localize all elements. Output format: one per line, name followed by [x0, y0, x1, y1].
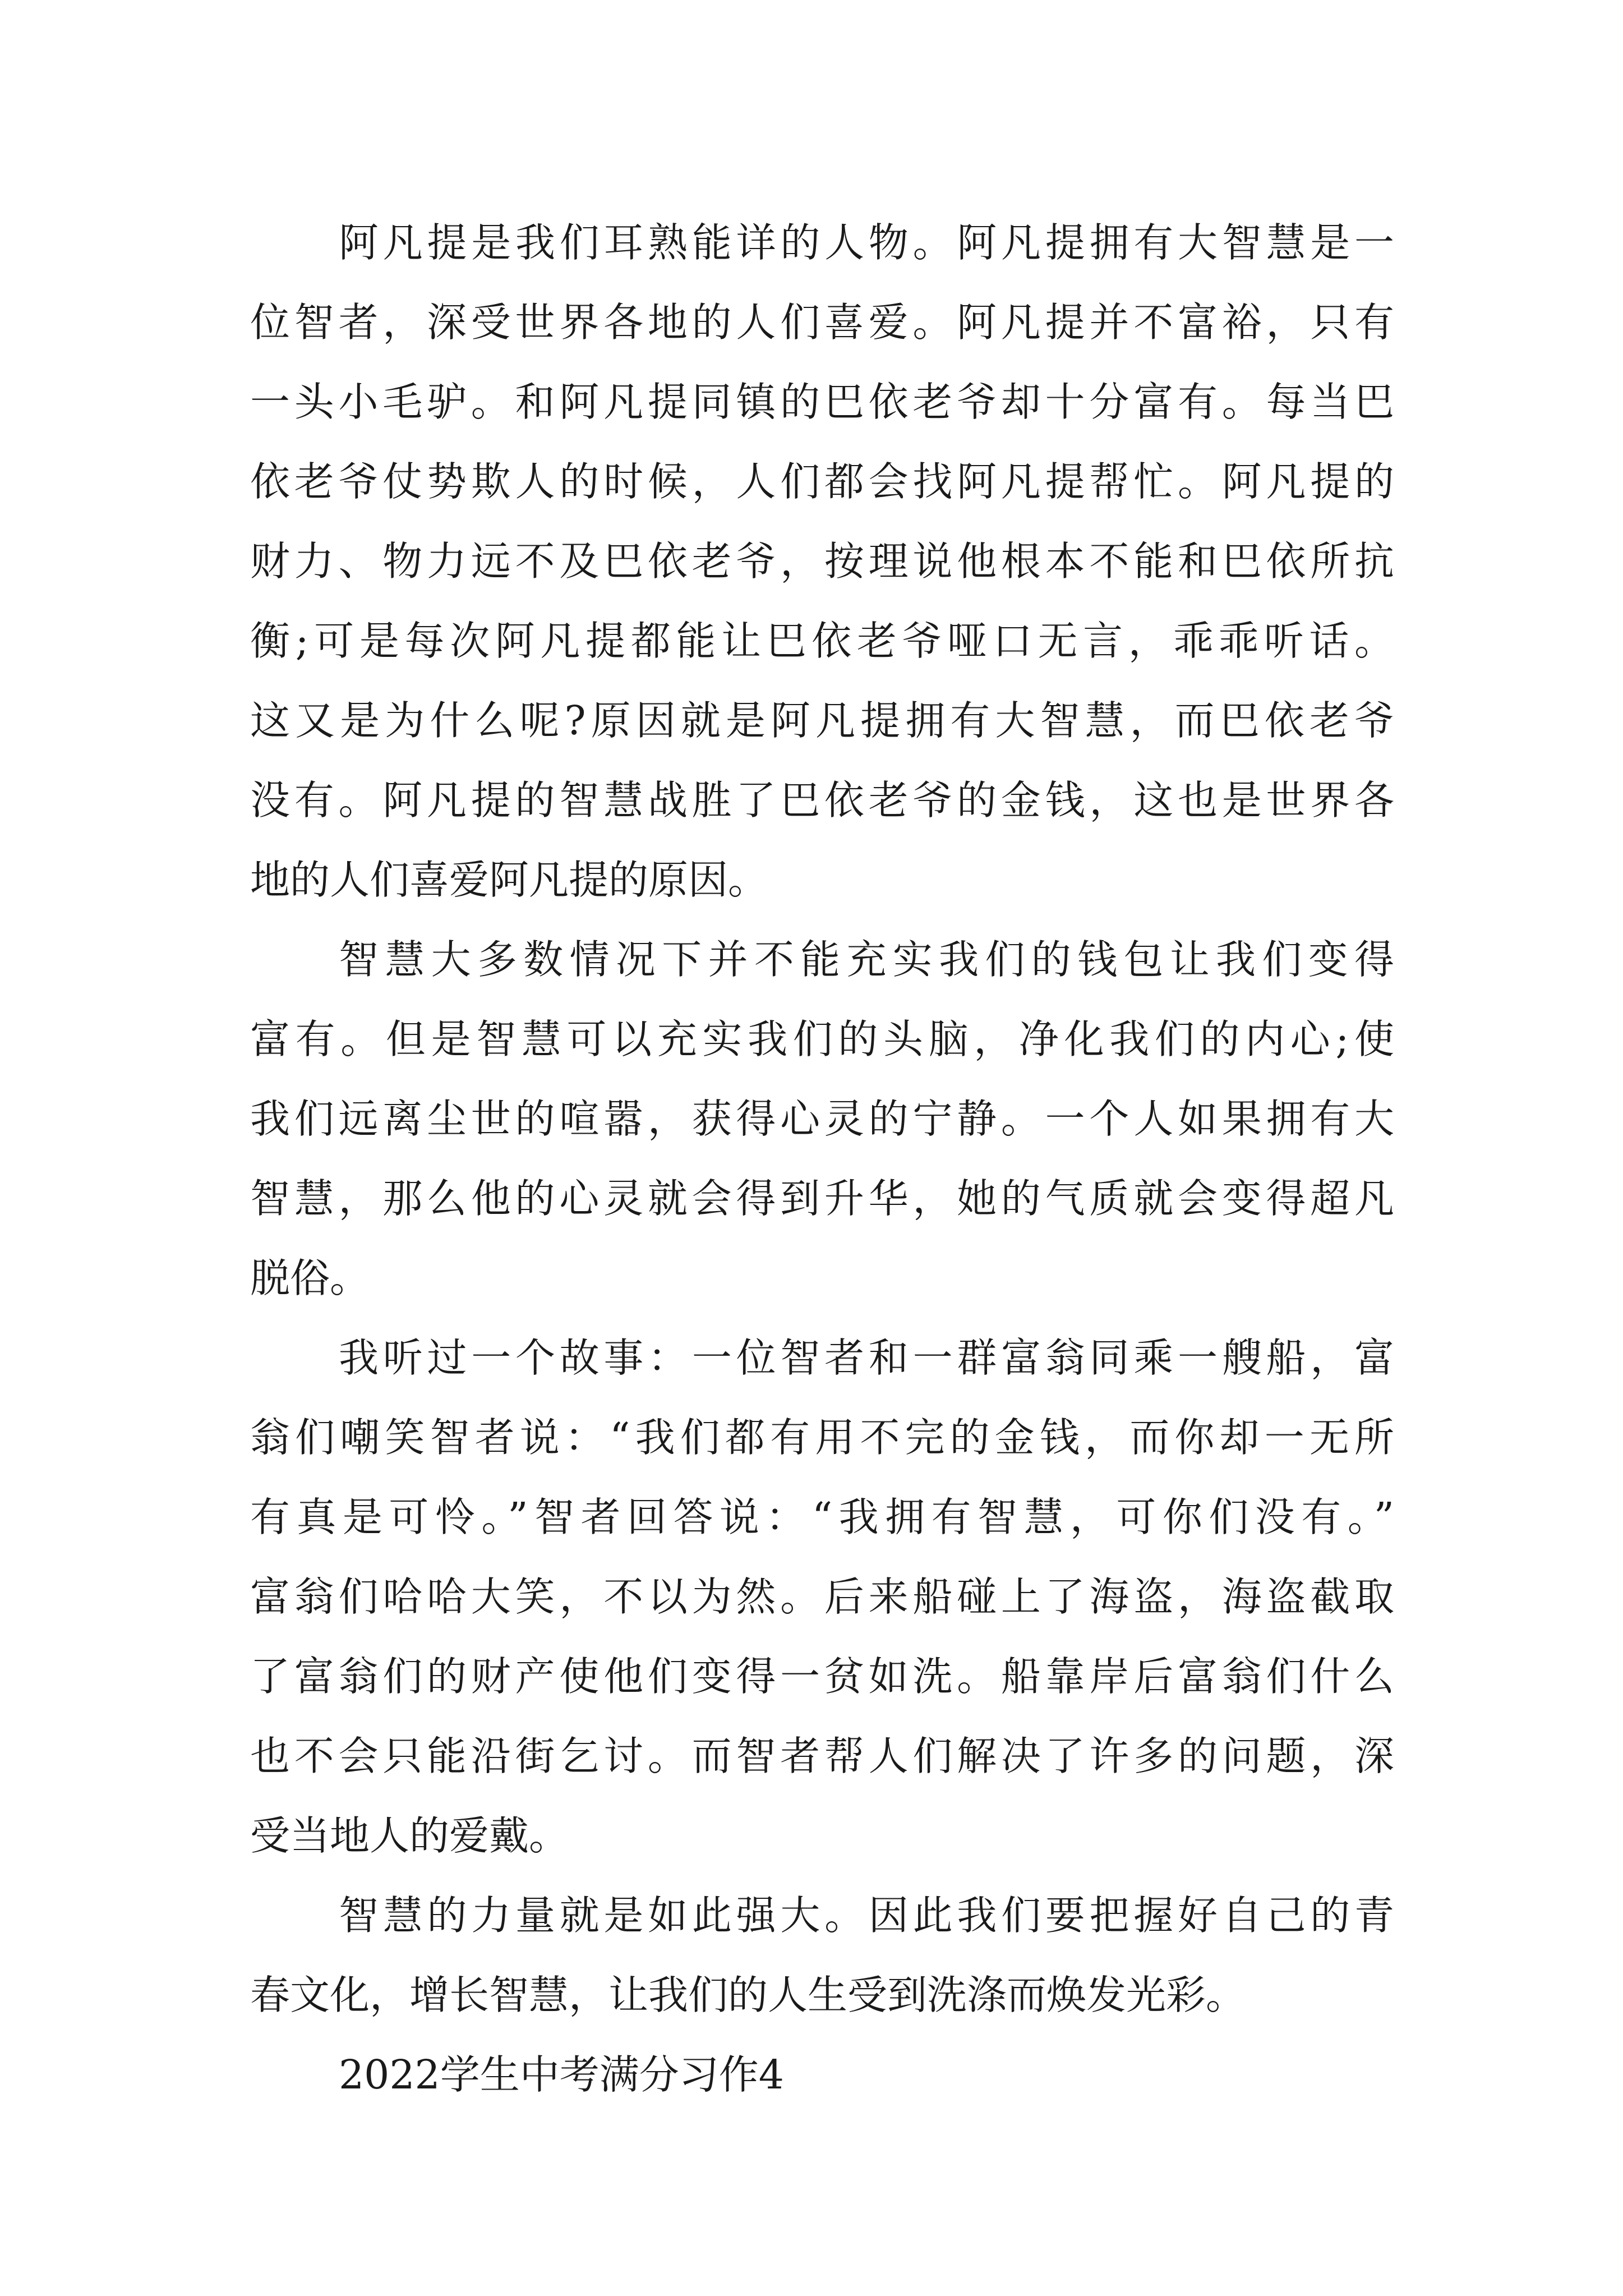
- paragraph-1-line-3: 一头小毛驴。和阿凡提同镇的巴依老爷却十分富有。每当巴: [250, 379, 1394, 425]
- paragraph-1-line-5: 财力、物力远不及巴依老爷，按理说他根本不能和巴依所抗: [250, 538, 1394, 585]
- paragraph-4-line-2: 春文化，增长智慧，让我们的人生受到洗涤而焕发光彩。: [250, 1972, 1246, 2018]
- paragraph-3-line-5: 了富翁们的财产使他们变得一贫如洗。船靠岸后富翁们什么: [250, 1653, 1394, 1700]
- paragraph-3-line-7: 受当地人的爱戴。: [250, 1812, 569, 1859]
- essay-heading: 2022学生中考满分习作4: [339, 2051, 784, 2098]
- paragraph-3-line-6: 也不会只能沿街乞讨。而智者帮人们解决了许多的问题，深: [250, 1733, 1394, 1779]
- paragraph-1-line-6: 衡;可是每次阿凡提都能让巴依老爷哑口无言，乖乖听话。: [250, 618, 1394, 664]
- paragraph-1-line-8: 没有。阿凡提的智慧战胜了巴依老爷的金钱，这也是世界各: [250, 777, 1394, 823]
- paragraph-2-line-1: 智慧大多数情况下并不能充实我们的钱包让我们变得: [339, 936, 1394, 983]
- paragraph-3-line-4: 富翁们哈哈大笑，不以为然。后来船碰上了海盗，海盗截取: [250, 1573, 1394, 1620]
- paragraph-1-line-9: 地的人们喜爱阿凡提的原因。: [250, 857, 768, 903]
- paragraph-1-line-4: 依老爷仗势欺人的时候，人们都会找阿凡提帮忙。阿凡提的: [250, 458, 1394, 505]
- paragraph-2-line-2: 富有。但是智慧可以充实我们的头脑，净化我们的内心;使: [250, 1016, 1394, 1062]
- paragraph-1-line-7: 这又是为什么呢?原因就是阿凡提拥有大智慧，而巴依老爷: [250, 697, 1394, 744]
- paragraph-3-line-1: 我听过一个故事：一位智者和一群富翁同乘一艘船，富: [339, 1335, 1394, 1381]
- paragraph-2-line-3: 我们远离尘世的喧嚣，获得心灵的宁静。一个人如果拥有大: [250, 1096, 1394, 1142]
- paragraph-3-line-3: 有真是可怜。”智者回答说：“我拥有智慧，可你们没有。”: [250, 1494, 1394, 1540]
- paragraph-2-line-4: 智慧，那么他的心灵就会得到升华，她的气质就会变得超凡: [250, 1175, 1394, 1222]
- paragraph-1-line-1: 阿凡提是我们耳熟能详的人物。阿凡提拥有大智慧是一: [339, 219, 1394, 266]
- paragraph-1-line-2: 位智者，深受世界各地的人们喜爱。阿凡提并不富裕，只有: [250, 299, 1394, 346]
- paragraph-4-line-1: 智慧的力量就是如此强大。因此我们要把握好自己的青: [339, 1892, 1394, 1939]
- paragraph-2-line-5: 脱俗。: [250, 1255, 370, 1301]
- paragraph-3-line-2: 翁们嘲笑智者说：“我们都有用不完的金钱，而你却一无所: [250, 1414, 1394, 1461]
